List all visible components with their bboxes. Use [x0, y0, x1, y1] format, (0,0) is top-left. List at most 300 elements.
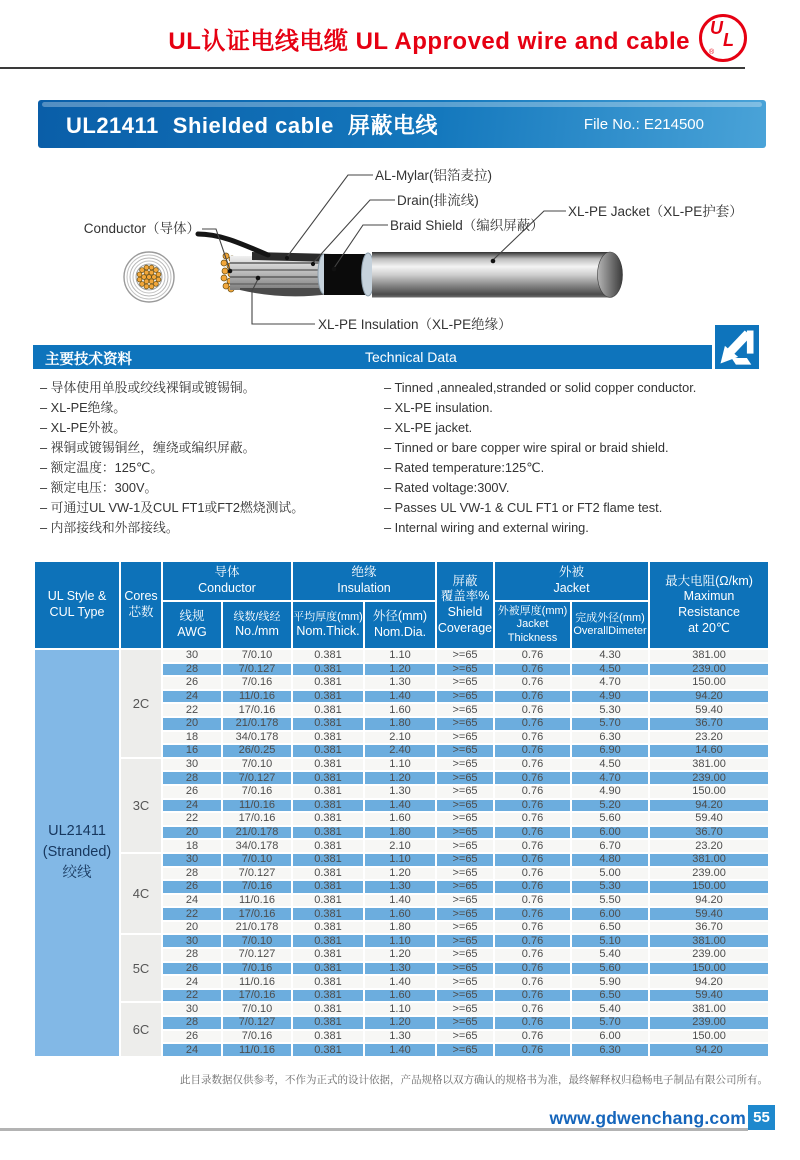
- cell-strands: 7/0.10: [222, 853, 292, 867]
- tech-item-en: – XL-PE jacket.: [384, 419, 473, 435]
- cell-strands: 11/0.16: [222, 690, 292, 704]
- product-model: UL21411: [66, 112, 159, 138]
- header-nom-dia: 外径(mm) Nom.Dia.: [364, 601, 436, 649]
- cell-shield: >=65: [436, 975, 494, 989]
- al-mylar-foil: [198, 234, 332, 262]
- cell-strands: 7/0.16: [222, 1030, 292, 1044]
- cell-jacket-thick: 0.76: [494, 921, 571, 935]
- cell-awg: 24: [162, 1043, 222, 1057]
- cores-cell: 5C: [120, 934, 162, 1002]
- cell-jacket-thick: 0.76: [494, 663, 571, 677]
- cell-resistance: 59.40: [649, 812, 769, 826]
- label-drain: Drain(排流线): [397, 193, 479, 208]
- conductor-strand: [156, 272, 161, 277]
- cell-jacket-thick: 0.76: [494, 771, 571, 785]
- cell-jacket-thick: 0.76: [494, 785, 571, 799]
- cell-nom-dia: 1.30: [364, 785, 436, 799]
- header-cores: Cores 芯数: [120, 561, 162, 649]
- tech-item-en: – XL-PE insulation.: [384, 399, 493, 415]
- cell-awg: 30: [162, 934, 222, 948]
- cell-awg: 30: [162, 649, 222, 663]
- cell-resistance: 381.00: [649, 1002, 769, 1016]
- tech-item-en: – Rated temperature:125℃.: [384, 459, 545, 475]
- tech-list-zh: [40, 382, 370, 542]
- cell-strands: 7/0.127: [222, 771, 292, 785]
- cell-overall-dia: 4.50: [571, 758, 649, 772]
- cell-nom-thick: 0.381: [292, 826, 364, 840]
- cell-strands: 34/0.178: [222, 731, 292, 745]
- tech-item-zh: – 裸铜或镀锡铜丝，缠绕或编织屏蔽。: [40, 439, 256, 455]
- cell-overall-dia: 6.50: [571, 989, 649, 1003]
- cell-jacket-thick: 0.76: [494, 649, 571, 663]
- cell-nom-thick: 0.381: [292, 703, 364, 717]
- cell-shield: >=65: [436, 826, 494, 840]
- cell-jacket-thick: 0.76: [494, 676, 571, 690]
- cable-structure-diagram: [0, 150, 800, 345]
- cell-nom-dia: 2.10: [364, 839, 436, 853]
- cell-jacket-thick: 0.76: [494, 894, 571, 908]
- cell-awg: 18: [162, 839, 222, 853]
- cell-resistance: 239.00: [649, 663, 769, 677]
- header-jacket-thick: 外被厚度(mm) Jacket Thickness: [494, 601, 571, 649]
- cell-nom-dia: 1.80: [364, 717, 436, 731]
- cell-shield: >=65: [436, 921, 494, 935]
- cell-strands: 7/0.127: [222, 867, 292, 881]
- cell-nom-thick: 0.381: [292, 812, 364, 826]
- header-nom-thick: 平均厚度(mm) Nom.Thick.: [292, 601, 364, 649]
- cell-shield: >=65: [436, 934, 494, 948]
- cell-awg: 22: [162, 989, 222, 1003]
- cell-shield: >=65: [436, 1016, 494, 1030]
- conductor-strand: [140, 268, 145, 273]
- product-title: [66, 109, 438, 140]
- cell-jacket-thick: 0.76: [494, 989, 571, 1003]
- cell-strands: 11/0.16: [222, 975, 292, 989]
- header-resistance: 最大电阻(Ω/km) Maximun Resistance at 20℃: [649, 561, 769, 649]
- tech-title-en: Technical Data: [365, 349, 457, 365]
- cell-nom-dia: 1.30: [364, 1030, 436, 1044]
- label-braid-shield: Braid Shield（编织屏蔽）: [390, 218, 544, 233]
- cell-overall-dia: 6.00: [571, 1030, 649, 1044]
- spec-table-header: [34, 561, 769, 649]
- cell-resistance: 23.20: [649, 731, 769, 745]
- cell-jacket-thick: 0.76: [494, 867, 571, 881]
- cell-shield: >=65: [436, 1043, 494, 1057]
- cell-resistance: 150.00: [649, 880, 769, 894]
- tech-title-zh: 主要技术资料: [45, 352, 132, 368]
- cell-resistance: 94.20: [649, 799, 769, 813]
- cell-nom-thick: 0.381: [292, 921, 364, 935]
- footer-divider: [0, 1128, 748, 1131]
- header-divider: [0, 67, 745, 69]
- cell-resistance: 239.00: [649, 1016, 769, 1030]
- cell-shield: >=65: [436, 731, 494, 745]
- cell-resistance: 239.00: [649, 771, 769, 785]
- cell-shield: >=65: [436, 1002, 494, 1016]
- cell-nom-dia: 1.20: [364, 771, 436, 785]
- jacket-cylinder: [372, 252, 623, 298]
- cell-shield: >=65: [436, 948, 494, 962]
- cell-jacket-thick: 0.76: [494, 934, 571, 948]
- cell-overall-dia: 5.30: [571, 880, 649, 894]
- cell-shield: >=65: [436, 799, 494, 813]
- cell-resistance: 94.20: [649, 1043, 769, 1057]
- cell-overall-dia: 6.90: [571, 744, 649, 758]
- cell-awg: 28: [162, 663, 222, 677]
- cell-nom-dia: 1.30: [364, 676, 436, 690]
- cell-shield: >=65: [436, 649, 494, 663]
- cell-overall-dia: 5.50: [571, 894, 649, 908]
- cell-nom-dia: 1.10: [364, 649, 436, 663]
- cell-overall-dia: 5.00: [571, 867, 649, 881]
- cell-strands: 21/0.178: [222, 921, 292, 935]
- cell-overall-dia: 5.70: [571, 717, 649, 731]
- cell-nom-thick: 0.381: [292, 758, 364, 772]
- table-row: [34, 1002, 769, 1016]
- spec-table-body: [34, 649, 769, 1057]
- cell-nom-thick: 0.381: [292, 880, 364, 894]
- cell-jacket-thick: 0.76: [494, 826, 571, 840]
- cell-awg: 28: [162, 867, 222, 881]
- cell-resistance: 381.00: [649, 934, 769, 948]
- ul-certification-icon: [699, 14, 747, 62]
- cell-jacket-thick: 0.76: [494, 1043, 571, 1057]
- cell-nom-thick: 0.381: [292, 1002, 364, 1016]
- cell-nom-dia: 1.20: [364, 663, 436, 677]
- conductor-strand: [156, 277, 161, 282]
- conductor-strand: [140, 282, 145, 287]
- cell-nom-thick: 0.381: [292, 649, 364, 663]
- cell-nom-thick: 0.381: [292, 676, 364, 690]
- disclaimer-text: 此目录数据仅供参考，不作为正式的设计依据，产品规格以双方确认的规格书为准，最终解释权归稳畅电子制品有限公司所有。: [180, 1074, 768, 1086]
- cell-nom-dia: 1.60: [364, 907, 436, 921]
- cores-cell: 3C: [120, 758, 162, 853]
- cell-jacket-thick: 0.76: [494, 880, 571, 894]
- cell-awg: 24: [162, 799, 222, 813]
- cell-awg: 26: [162, 880, 222, 894]
- cell-nom-thick: 0.381: [292, 1016, 364, 1030]
- cell-overall-dia: 5.90: [571, 975, 649, 989]
- cell-nom-thick: 0.381: [292, 894, 364, 908]
- cell-strands: 11/0.16: [222, 1043, 292, 1057]
- cell-resistance: 150.00: [649, 676, 769, 690]
- file-number: File No.: E214500: [583, 115, 704, 133]
- cell-resistance: 94.20: [649, 690, 769, 704]
- cell-overall-dia: 4.90: [571, 785, 649, 799]
- cell-awg: 30: [162, 853, 222, 867]
- cell-shield: >=65: [436, 690, 494, 704]
- label-conductor: Conductor（导体）: [83, 221, 200, 236]
- cell-nom-dia: 1.40: [364, 1043, 436, 1057]
- cell-jacket-thick: 0.76: [494, 703, 571, 717]
- cell-overall-dia: 4.50: [571, 663, 649, 677]
- cell-resistance: 381.00: [649, 758, 769, 772]
- conductor-strand: [154, 268, 159, 273]
- cell-shield: >=65: [436, 894, 494, 908]
- cell-shield: >=65: [436, 839, 494, 853]
- cell-nom-dia: 1.40: [364, 975, 436, 989]
- cell-strands: 7/0.10: [222, 649, 292, 663]
- header-shield: 屏蔽 覆盖率% Shield Coverage: [436, 561, 494, 649]
- tech-item-zh: – 额定温度：125℃。: [40, 459, 164, 475]
- cell-nom-thick: 0.381: [292, 717, 364, 731]
- cell-overall-dia: 6.70: [571, 839, 649, 853]
- cell-awg: 28: [162, 1016, 222, 1030]
- conductor-strand: [147, 275, 152, 280]
- tech-item-zh: – 额定电压：300V。: [40, 479, 158, 495]
- conductor-strand: [154, 282, 159, 287]
- header-insulation: 绝缘 Insulation: [292, 561, 436, 601]
- table-row: [34, 758, 769, 772]
- cell-overall-dia: 6.00: [571, 907, 649, 921]
- tech-item-en: – Rated voltage:300V.: [384, 479, 510, 495]
- conductor-strand: [222, 268, 228, 274]
- cell-jacket-thick: 0.76: [494, 853, 571, 867]
- cell-overall-dia: 4.80: [571, 853, 649, 867]
- cell-nom-dia: 1.60: [364, 989, 436, 1003]
- cell-jacket-thick: 0.76: [494, 1002, 571, 1016]
- conductor-strand: [149, 270, 154, 275]
- header-strands: 线数/线经 No./mm: [222, 601, 292, 649]
- tech-item-zh: – XL-PE外被。: [40, 419, 127, 435]
- cell-strands: 7/0.10: [222, 1002, 292, 1016]
- header-jacket: 外被 Jacket: [494, 561, 649, 601]
- cell-jacket-thick: 0.76: [494, 717, 571, 731]
- tech-item-en: – Tinned or bare copper wire spiral or braid shield.: [384, 439, 669, 455]
- cell-strands: 7/0.127: [222, 1016, 292, 1030]
- cell-nom-dia: 1.80: [364, 826, 436, 840]
- cell-nom-thick: 0.381: [292, 975, 364, 989]
- product-title-bar: [38, 100, 766, 148]
- insulated-conductors: [230, 256, 332, 296]
- cell-nom-dia: 1.10: [364, 853, 436, 867]
- cell-strands: 7/0.127: [222, 663, 292, 677]
- cell-overall-dia: 4.30: [571, 649, 649, 663]
- cell-jacket-thick: 0.76: [494, 744, 571, 758]
- tech-item-en: – Passes UL VW-1 & CUL FT1 or FT2 flame test.: [384, 499, 663, 515]
- cell-awg: 20: [162, 717, 222, 731]
- tech-item-zh: – 导体使用单股或绞线裸铜或镀锡铜。: [40, 380, 256, 395]
- header-ul-style: UL Style & CUL Type: [34, 561, 120, 649]
- cell-overall-dia: 5.70: [571, 1016, 649, 1030]
- cell-strands: 7/0.16: [222, 676, 292, 690]
- cell-nom-dia: 1.30: [364, 962, 436, 976]
- cell-resistance: 381.00: [649, 649, 769, 663]
- cell-nom-dia: 1.20: [364, 948, 436, 962]
- cores-cell: 2C: [120, 649, 162, 758]
- cell-awg: 26: [162, 676, 222, 690]
- cross-section: [124, 252, 174, 302]
- cell-awg: 24: [162, 690, 222, 704]
- product-name-en: Shielded cable: [172, 112, 334, 138]
- website-link[interactable]: www.gdwenchang.com: [549, 1108, 746, 1128]
- cell-nom-thick: 0.381: [292, 934, 364, 948]
- cell-strands: 7/0.10: [222, 758, 292, 772]
- cell-jacket-thick: 0.76: [494, 839, 571, 853]
- cell-nom-thick: 0.381: [292, 907, 364, 921]
- cell-jacket-thick: 0.76: [494, 948, 571, 962]
- cell-awg: 26: [162, 785, 222, 799]
- cell-awg: 24: [162, 894, 222, 908]
- cell-shield: >=65: [436, 962, 494, 976]
- cell-strands: 26/0.25: [222, 744, 292, 758]
- cell-nom-dia: 1.20: [364, 1016, 436, 1030]
- cell-resistance: 239.00: [649, 948, 769, 962]
- conductor-strand: [144, 265, 149, 270]
- cell-nom-dia: 1.60: [364, 703, 436, 717]
- cell-resistance: 59.40: [649, 703, 769, 717]
- cell-shield: >=65: [436, 907, 494, 921]
- cell-jacket-thick: 0.76: [494, 1016, 571, 1030]
- tech-item-zh: – 可通过UL VW-1及CUL FT1或FT2燃烧测试。: [40, 499, 305, 515]
- cell-awg: 30: [162, 1002, 222, 1016]
- conductor-strand: [137, 272, 142, 277]
- cell-awg: 22: [162, 703, 222, 717]
- cell-nom-thick: 0.381: [292, 989, 364, 1003]
- conductor-strand: [152, 275, 157, 280]
- cell-shield: >=65: [436, 663, 494, 677]
- cell-shield: >=65: [436, 676, 494, 690]
- cell-nom-dia: 1.40: [364, 690, 436, 704]
- cell-awg: 28: [162, 948, 222, 962]
- ul-logo-registered-mark: ®: [709, 49, 715, 56]
- cell-jacket-thick: 0.76: [494, 907, 571, 921]
- cell-nom-dia: 1.30: [364, 880, 436, 894]
- cell-nom-dia: 1.40: [364, 799, 436, 813]
- cell-nom-dia: 1.20: [364, 867, 436, 881]
- cell-awg: 20: [162, 826, 222, 840]
- cell-resistance: 150.00: [649, 962, 769, 976]
- cell-nom-dia: 2.40: [364, 744, 436, 758]
- cell-jacket-thick: 0.76: [494, 1030, 571, 1044]
- cell-nom-thick: 0.381: [292, 771, 364, 785]
- cell-nom-thick: 0.381: [292, 1043, 364, 1057]
- cell-nom-dia: 2.10: [364, 731, 436, 745]
- cell-nom-thick: 0.381: [292, 1030, 364, 1044]
- label-al-mylar: AL-Mylar(铝箔麦拉): [375, 168, 492, 183]
- header-awg: 线规 AWG: [162, 601, 222, 649]
- conductor-strand: [149, 265, 154, 270]
- cell-shield: >=65: [436, 989, 494, 1003]
- cell-overall-dia: 5.30: [571, 703, 649, 717]
- cell-strands: 7/0.127: [222, 948, 292, 962]
- cell-overall-dia: 6.30: [571, 1043, 649, 1057]
- cell-strands: 11/0.16: [222, 894, 292, 908]
- page-title-en: UL Approved wire and cable: [355, 27, 690, 55]
- cell-strands: 21/0.178: [222, 826, 292, 840]
- conductor-strand: [137, 277, 142, 282]
- cell-overall-dia: 5.40: [571, 1002, 649, 1016]
- label-jacket: XL-PE Jacket（XL-PE护套）: [568, 204, 743, 219]
- cell-shield: >=65: [436, 853, 494, 867]
- cell-resistance: 94.20: [649, 894, 769, 908]
- tech-item-en: – Internal wiring and external wiring.: [384, 519, 589, 535]
- conductor-strand: [149, 284, 154, 289]
- page-header: [0, 12, 747, 64]
- conductor-strand: [144, 270, 149, 275]
- cell-nom-thick: 0.381: [292, 867, 364, 881]
- cell-overall-dia: 6.30: [571, 731, 649, 745]
- cell-resistance: 150.00: [649, 785, 769, 799]
- cell-shield: >=65: [436, 758, 494, 772]
- cell-strands: 7/0.10: [222, 934, 292, 948]
- conductor-strand: [142, 275, 147, 280]
- cell-resistance: 94.20: [649, 975, 769, 989]
- table-row: [34, 934, 769, 948]
- cell-overall-dia: 6.00: [571, 826, 649, 840]
- cell-awg: 26: [162, 962, 222, 976]
- table-row: [34, 853, 769, 867]
- cell-jacket-thick: 0.76: [494, 812, 571, 826]
- cell-nom-dia: 1.40: [364, 894, 436, 908]
- ul-style-cell: UL21411 (Stranded) 绞线: [34, 649, 120, 1057]
- cell-nom-dia: 1.10: [364, 934, 436, 948]
- cell-overall-dia: 5.10: [571, 934, 649, 948]
- tech-list-en: [384, 382, 768, 542]
- company-logo-icon: [712, 322, 762, 372]
- cell-strands: 17/0.16: [222, 989, 292, 1003]
- conductor-strand: [144, 279, 149, 284]
- cell-shield: >=65: [436, 880, 494, 894]
- cell-overall-dia: 4.70: [571, 771, 649, 785]
- cell-shield: >=65: [436, 1030, 494, 1044]
- conductor-strand: [149, 279, 154, 284]
- cell-overall-dia: 5.20: [571, 799, 649, 813]
- cell-overall-dia: 5.60: [571, 812, 649, 826]
- cell-nom-thick: 0.381: [292, 962, 364, 976]
- conductor-strand: [221, 260, 227, 266]
- cell-shield: >=65: [436, 812, 494, 826]
- cell-nom-thick: 0.381: [292, 948, 364, 962]
- cell-resistance: 59.40: [649, 989, 769, 1003]
- cell-resistance: 36.70: [649, 921, 769, 935]
- cell-shield: >=65: [436, 717, 494, 731]
- cell-strands: 7/0.16: [222, 962, 292, 976]
- cell-awg: 30: [162, 758, 222, 772]
- cell-nom-thick: 0.381: [292, 690, 364, 704]
- cell-strands: 7/0.16: [222, 785, 292, 799]
- cell-jacket-thick: 0.76: [494, 975, 571, 989]
- header-conductor: 导体 Conductor: [162, 561, 292, 601]
- cell-resistance: 59.40: [649, 907, 769, 921]
- conductor-strand: [144, 284, 149, 289]
- tech-item-en: – Tinned ,annealed,stranded or solid copper conductor.: [384, 380, 697, 395]
- cell-nom-thick: 0.381: [292, 785, 364, 799]
- cell-awg: 24: [162, 975, 222, 989]
- cell-overall-dia: 5.60: [571, 962, 649, 976]
- cell-awg: 16: [162, 744, 222, 758]
- cell-shield: >=65: [436, 785, 494, 799]
- cell-resistance: 36.70: [649, 717, 769, 731]
- cell-shield: >=65: [436, 703, 494, 717]
- cell-resistance: 14.60: [649, 744, 769, 758]
- cell-strands: 17/0.16: [222, 703, 292, 717]
- cell-awg: 22: [162, 907, 222, 921]
- cell-nom-thick: 0.381: [292, 663, 364, 677]
- cell-overall-dia: 4.70: [571, 676, 649, 690]
- table-row: [34, 649, 769, 663]
- cell-jacket-thick: 0.76: [494, 690, 571, 704]
- tech-item-zh: – 内部接线和外部接线。: [40, 519, 179, 535]
- cell-jacket-thick: 0.76: [494, 758, 571, 772]
- cell-overall-dia: 4.90: [571, 690, 649, 704]
- cell-strands: 34/0.178: [222, 839, 292, 853]
- product-name-zh: 屏蔽电线: [347, 112, 438, 138]
- tech-item-zh: – XL-PE绝缘。: [40, 399, 127, 415]
- cell-nom-thick: 0.381: [292, 744, 364, 758]
- cell-strands: 7/0.16: [222, 880, 292, 894]
- ul-logo-u: U: [710, 18, 723, 38]
